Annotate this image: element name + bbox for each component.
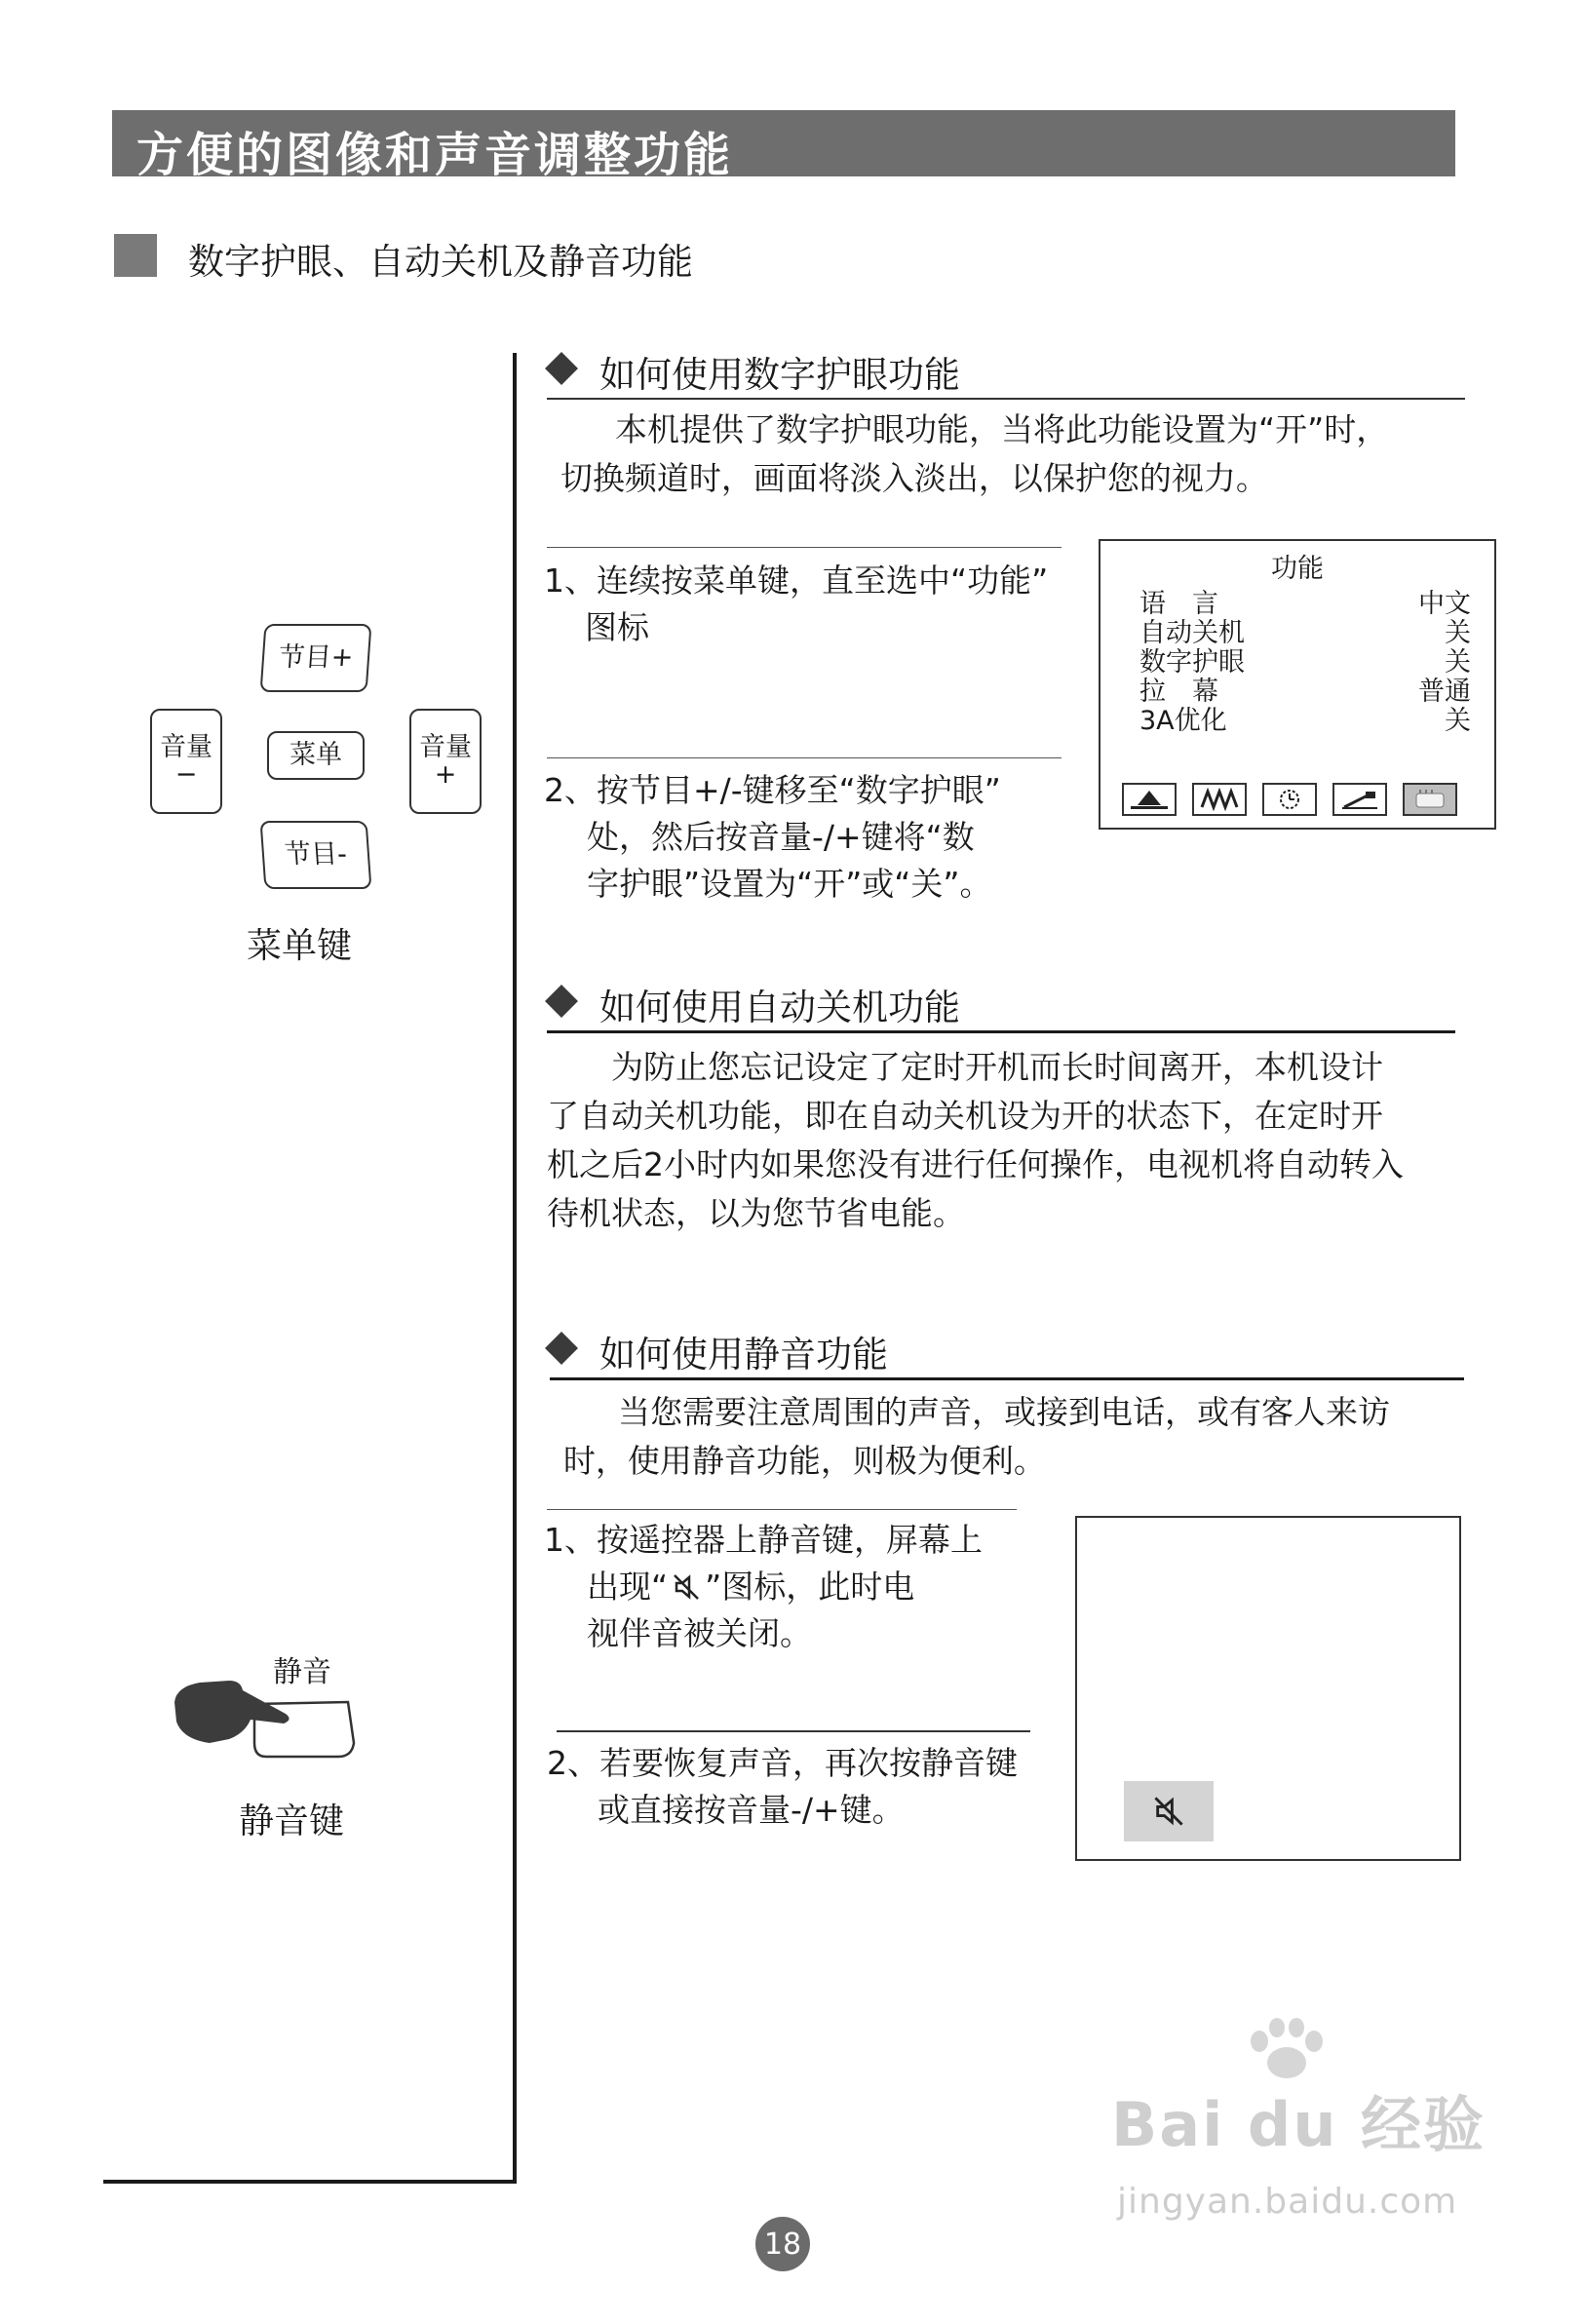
osd-title: 功能	[1271, 554, 1324, 584]
heading-rule	[547, 1030, 1455, 1033]
osd-row[interactable]: 自动关机 关	[1139, 618, 1471, 648]
section-marker	[114, 234, 157, 277]
step-rule	[547, 547, 1062, 548]
mute-key-label: 静音	[273, 1655, 331, 1689]
bottom-rule	[103, 2180, 517, 2184]
page-number: 18	[755, 2217, 810, 2271]
auto-off-paragraph: 为防止您忘记设定了定时开机而长时间离开，本机设计 了自动关机功能，即在自动关机设为开的状态下，在定时开 机之后2小时内如果您没有进行任何操作，电视机将自动转入 待机状态，以为您节省电能。	[547, 1048, 1404, 1232]
menu-key-caption: 菜单键	[247, 926, 353, 966]
settings-icon[interactable]	[1332, 783, 1387, 816]
watermark	[1111, 2076, 1491, 2242]
diamond-icon	[545, 1332, 578, 1365]
menu-key[interactable]: 菜单	[267, 731, 365, 780]
step-rule	[557, 1730, 1030, 1732]
paw-icon	[1228, 2016, 1345, 2084]
column-divider	[513, 353, 517, 2184]
diamond-icon	[545, 352, 578, 385]
channel-down-key[interactable]: 节目-	[260, 821, 372, 889]
step-rule	[547, 1509, 1017, 1510]
mute-key-illustration	[171, 1675, 361, 1762]
eye-care-paragraph: 本机提供了数字护眼功能，当将此功能设置为“开”时， 切换频道时，画面将淡入淡出，以保护您的视力。	[560, 410, 1389, 497]
osd-row[interactable]: 语 言 中文	[1139, 589, 1471, 619]
eye-care-step-2: 2、按节目+/-键移至“数字护眼” 处，然后按音量-/+键将“数 字护眼”设置为“开”或“关”。	[544, 771, 1001, 903]
mute-heading: 如何使用静音功能	[599, 1334, 888, 1375]
eye-care-step-1: 1、连续按菜单键，直至选中“功能” 图标	[544, 562, 1049, 646]
watermark-url: jingyan.baidu.com	[1117, 2182, 1458, 2222]
channel-up-key[interactable]: 节目+	[260, 624, 372, 692]
mute-key-caption: 静音键	[239, 1801, 345, 1841]
osd-row[interactable]: 数字护眼 关	[1139, 647, 1471, 678]
mute-indicator	[1124, 1781, 1214, 1841]
section-title: 数字护眼、自动关机及静音功能	[188, 241, 693, 283]
heading-rule	[547, 398, 1465, 400]
diamond-icon	[545, 985, 578, 1018]
osd-row[interactable]: 3A优化 关	[1139, 706, 1471, 736]
osd-row[interactable]: 拉 幕 普通	[1139, 677, 1471, 707]
mute-paragraph: 当您需要注意周围的声音，或接到电话，或有客人来访 时，使用静音功能，则极为便利。	[562, 1393, 1390, 1480]
mute-step-1: 1、按遥控器上静音键，屏幕上 出现“ ”图标，此时电 视伴音被关闭。	[544, 1521, 983, 1652]
tv-screen-illustration	[1075, 1516, 1461, 1861]
page-title: 方便的图像和声音调整功能	[136, 128, 734, 182]
picture-icon[interactable]	[1122, 783, 1177, 816]
step-rule	[547, 757, 1062, 758]
mute-step-2: 2、若要恢复声音，再次按静音键 或直接按音量-/+键。	[547, 1744, 1018, 1829]
eye-care-heading: 如何使用数字护眼功能	[599, 354, 960, 396]
osd-function-menu	[1099, 539, 1496, 830]
volume-down-key[interactable]: 音量 −	[150, 709, 222, 814]
volume-up-key[interactable]: 音量 +	[409, 709, 482, 814]
watermark-logo: Bai du 经验	[1111, 2089, 1486, 2160]
sound-icon[interactable]	[1192, 783, 1247, 816]
heading-rule	[550, 1377, 1464, 1380]
auto-off-heading: 如何使用自动关机功能	[599, 987, 960, 1028]
function-icon[interactable]	[1403, 783, 1457, 816]
mute-icon	[1152, 1795, 1185, 1828]
mute-icon	[672, 1572, 701, 1602]
timer-icon[interactable]	[1262, 783, 1317, 816]
